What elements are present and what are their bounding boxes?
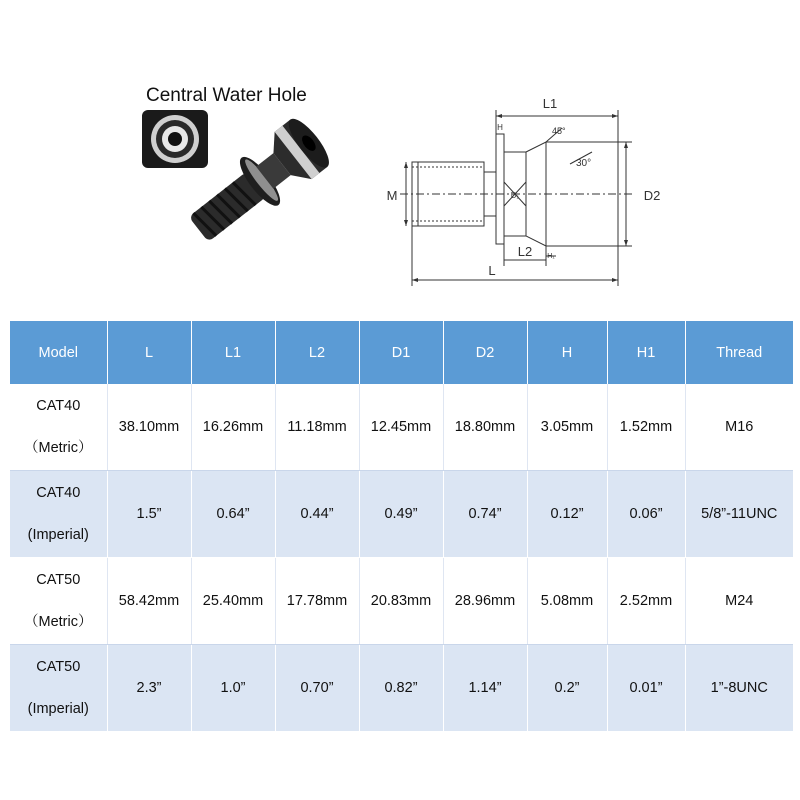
header-model: Model bbox=[10, 321, 107, 384]
header-h: H bbox=[527, 321, 607, 384]
model-cell bbox=[10, 384, 107, 471]
angle-label-30: 30° bbox=[576, 158, 592, 169]
model-unit: (Imperial) bbox=[27, 527, 89, 543]
cell-thread: M16 bbox=[685, 384, 793, 471]
water-hole-end-view bbox=[142, 110, 208, 168]
cell-h: 0.12” bbox=[527, 471, 607, 558]
angle-label-45: 45° bbox=[552, 126, 566, 136]
model-name: CAT50 bbox=[36, 659, 81, 675]
table-row bbox=[10, 471, 793, 558]
table-row bbox=[10, 558, 793, 645]
dim-label-l: L bbox=[488, 263, 496, 278]
header-l: L bbox=[107, 321, 191, 384]
cell-l1: 1.0” bbox=[191, 645, 275, 732]
dim-label-l2: L2 bbox=[517, 244, 533, 259]
cell-l: 58.42mm bbox=[107, 558, 191, 645]
cell-l2: 17.78mm bbox=[275, 558, 359, 645]
cell-d1: 12.45mm bbox=[359, 384, 443, 471]
model-cell bbox=[10, 471, 107, 558]
cell-h: 0.2” bbox=[527, 645, 607, 732]
cell-l: 1.5” bbox=[107, 471, 191, 558]
cell-l1: 25.40mm bbox=[191, 558, 275, 645]
cell-h: 3.05mm bbox=[527, 384, 607, 471]
cell-h: 5.08mm bbox=[527, 558, 607, 645]
dim-label-m: M bbox=[386, 188, 398, 203]
model-unit: （Metric） bbox=[24, 614, 93, 630]
cell-thread: 5/8”-11UNC bbox=[685, 471, 793, 558]
cell-l: 2.3” bbox=[107, 645, 191, 732]
model-cell bbox=[10, 645, 107, 732]
cell-d2: 18.80mm bbox=[443, 384, 527, 471]
model-name: CAT40 bbox=[36, 485, 81, 501]
dim-label-d2: D2 bbox=[643, 188, 661, 203]
cell-d1: 20.83mm bbox=[359, 558, 443, 645]
dim-label-h: H bbox=[497, 123, 503, 132]
header-thread: Thread bbox=[685, 321, 793, 384]
header-l2: L2 bbox=[275, 321, 359, 384]
cell-l2: 11.18mm bbox=[275, 384, 359, 471]
cell-h1: 0.06” bbox=[607, 471, 685, 558]
header-d2: D2 bbox=[443, 321, 527, 384]
product-photo-area bbox=[130, 80, 340, 280]
model-name: CAT50 bbox=[36, 572, 81, 588]
cell-l1: 16.26mm bbox=[191, 384, 275, 471]
cell-d2: 1.14” bbox=[443, 645, 527, 732]
cell-l2: 0.70” bbox=[275, 645, 359, 732]
cell-h1: 2.52mm bbox=[607, 558, 685, 645]
model-cell bbox=[10, 558, 107, 645]
dim-label-d1: D₁ bbox=[510, 191, 520, 200]
technical-drawing bbox=[370, 90, 670, 290]
spec-table bbox=[10, 321, 793, 732]
table-row bbox=[10, 384, 793, 471]
header-h1: H1 bbox=[607, 321, 685, 384]
cell-d1: 0.49” bbox=[359, 471, 443, 558]
model-unit: （Metric） bbox=[24, 440, 93, 456]
dim-label-h1: H₁ bbox=[547, 253, 555, 260]
dim-label-l1: L1 bbox=[542, 96, 558, 111]
model-name: CAT40 bbox=[36, 398, 81, 414]
table-row bbox=[10, 645, 793, 732]
cell-d2: 28.96mm bbox=[443, 558, 527, 645]
cell-l2: 0.44” bbox=[275, 471, 359, 558]
cell-thread: M24 bbox=[685, 558, 793, 645]
cell-d2: 0.74” bbox=[443, 471, 527, 558]
retention-knob-photo bbox=[130, 110, 340, 280]
photo-caption: Central Water Hole bbox=[146, 85, 307, 106]
model-unit: (Imperial) bbox=[27, 701, 89, 717]
header-l1: L1 bbox=[191, 321, 275, 384]
cell-l1: 0.64” bbox=[191, 471, 275, 558]
cell-thread: 1”-8UNC bbox=[685, 645, 793, 732]
cell-d1: 0.82” bbox=[359, 645, 443, 732]
table-header-row bbox=[10, 321, 793, 384]
header-d1: D1 bbox=[359, 321, 443, 384]
cell-h1: 0.01” bbox=[607, 645, 685, 732]
cell-h1: 1.52mm bbox=[607, 384, 685, 471]
cell-l: 38.10mm bbox=[107, 384, 191, 471]
